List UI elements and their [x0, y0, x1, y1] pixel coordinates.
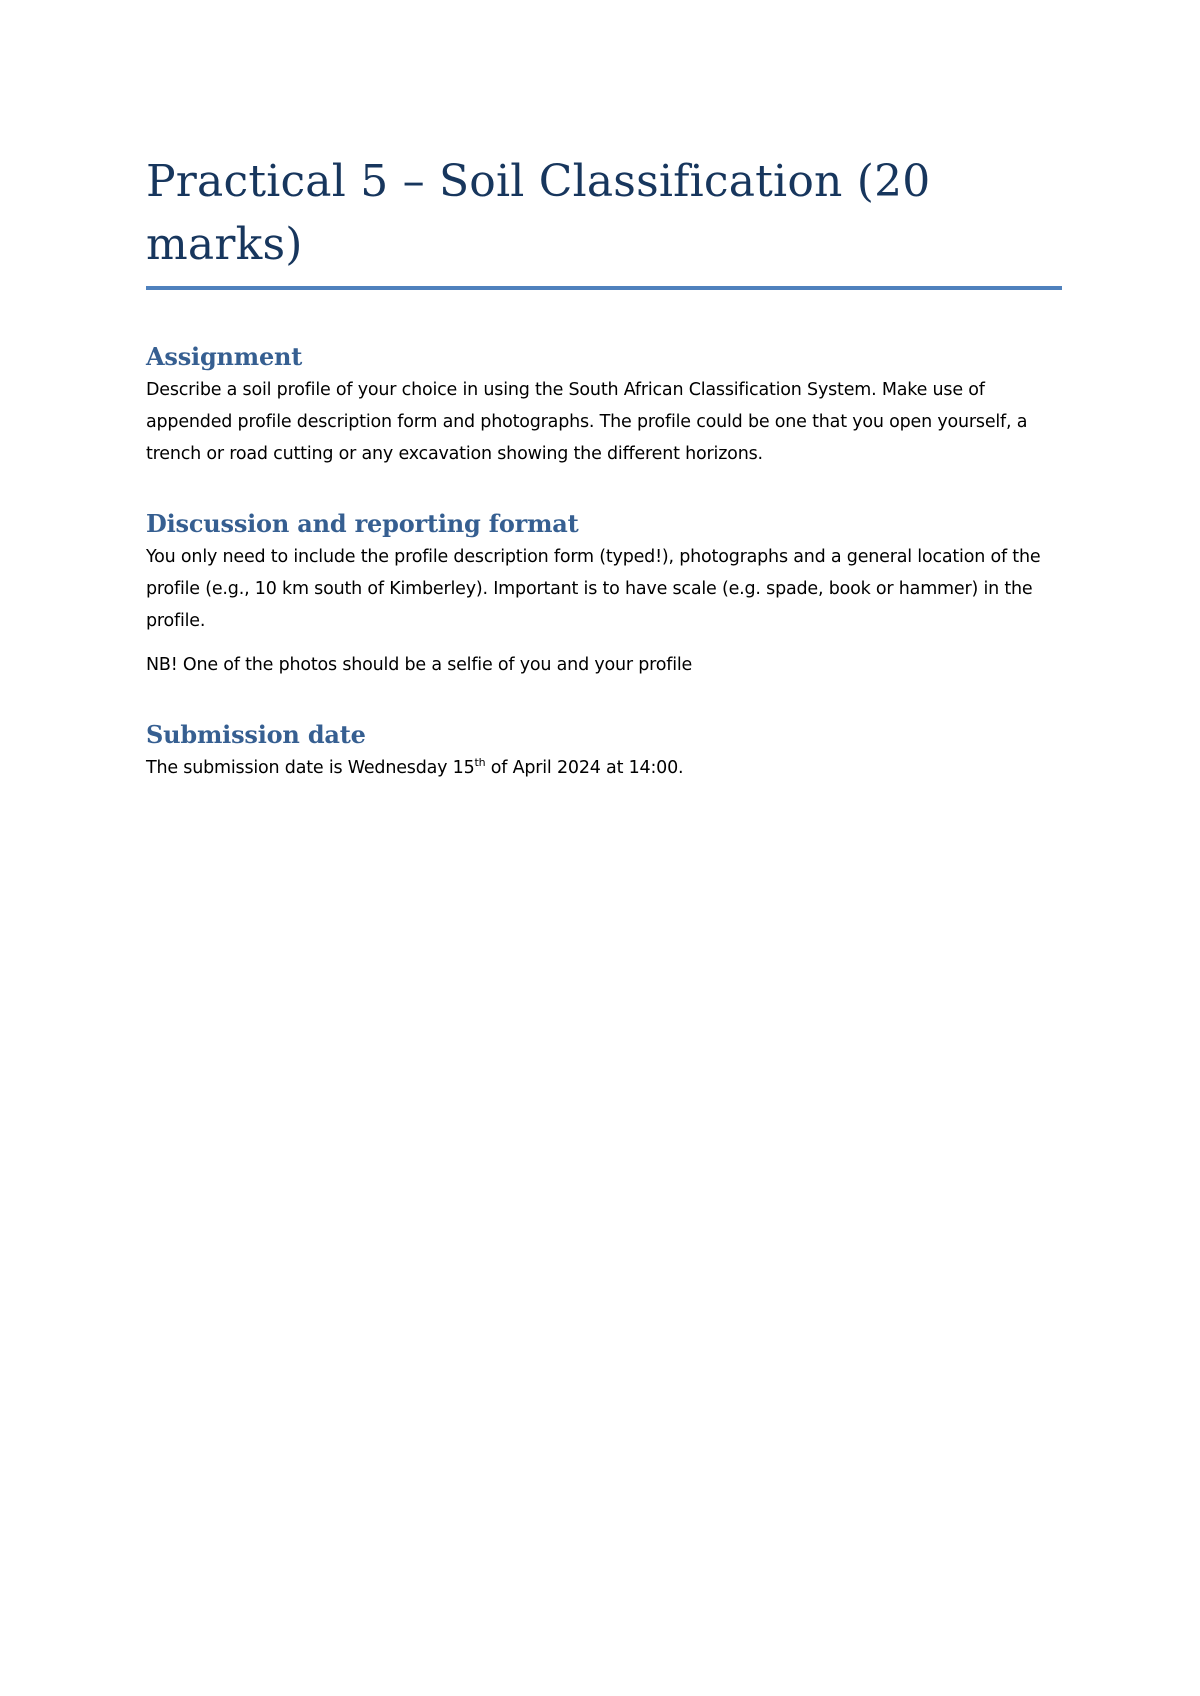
discussion-heading: Discussion and reporting format	[146, 509, 579, 538]
assignment-paragraph: Describe a soil profile of your choice in using the South African Classification System. Make use of appended profile description form and photographs. The profile could be one that you open yourself, a trench or road cutting or any excavation showing the different horizons.	[146, 380, 1028, 464]
document-title: Practical 5 – Soil Classification (20 marks)	[146, 156, 931, 270]
assignment-heading: Assignment	[146, 342, 303, 371]
submission-heading: Submission date	[146, 720, 366, 749]
title-underline-rule	[146, 286, 1062, 290]
discussion-paragraph: You only need to include the profile description form (typed!), photographs and a general location of the profile (e.g., 10 km south of Kimberley). Important is to have scale (e.g. spade, book or hammer) in the profile.	[146, 547, 1041, 631]
discussion-section	[146, 507, 1062, 681]
submission-date-suffix: th	[474, 756, 486, 770]
submission-text-before: The submission date is Wednesday 15	[146, 758, 475, 778]
submission-paragraph	[146, 752, 1062, 784]
submission-text-after: of April 2024 at 14:00.	[485, 758, 684, 778]
selfie-note-paragraph: NB! One of the photos should be a selfie of you and your profile	[146, 655, 693, 675]
assignment-section	[146, 340, 1062, 470]
document-page	[146, 150, 1062, 784]
submission-section	[146, 718, 1062, 784]
